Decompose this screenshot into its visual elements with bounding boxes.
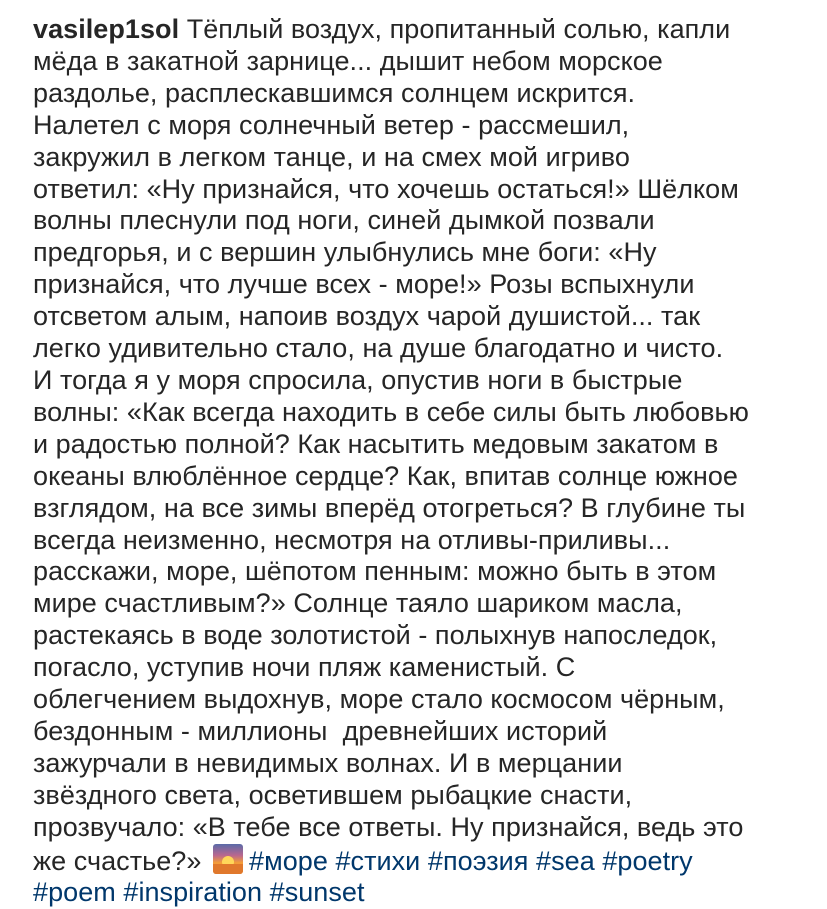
hashtag-link[interactable]: #inspiration (123, 877, 263, 908)
caption-line: всегда неизменно, несмотря на отливы-приливы... (33, 524, 671, 555)
caption-line: раздолье, расплескавшимся солнцем искрится. (33, 77, 636, 108)
caption-line: облегчением выдохнув, море стало космосом чёрным, (33, 684, 725, 715)
hashtag-link[interactable]: #поэзия (427, 845, 529, 876)
caption-line: признайся, что лучше всех - море!» Розы вспыхнули (33, 269, 695, 300)
caption-line: мире счастливым?» Солнце таяло шариком масла, (33, 588, 683, 619)
caption-line: растекаясь в воде золотистой - полыхнув напоследок, (33, 620, 718, 651)
caption-line: волны: «Как всегда находить в себе силы быть любовью (33, 396, 749, 427)
caption-line: Налетел с моря солнечный ветер - рассмешил, (33, 109, 630, 140)
caption-line: и радостью полной? Как насытить медовым закатом в (33, 428, 719, 459)
caption-line: ответил: «Ну признайся, что хочешь остаться!» Шёлком (33, 173, 739, 204)
caption-line: бездонным - миллионы древнейших историй (33, 715, 608, 746)
caption-text: Тёплый воздух, пропитанный солью, капли (179, 14, 731, 44)
caption-line: океаны влюблённое сердце? Как, впитав солнце южное (33, 460, 739, 491)
hashtag-link[interactable]: #стихи (335, 845, 421, 876)
caption-line: зажурчали в невидимых волнах. И в мерцании (33, 747, 623, 778)
caption-text: же счастье?» (33, 845, 202, 876)
caption-line: погасло, уступив ночи пляж каменистый. С (33, 652, 576, 683)
caption-line: И тогда я у моря спросила, опустив ноги в быстрые (33, 364, 683, 395)
caption-line: звёздного света, осветившем рыбацкие снасти, (33, 779, 633, 810)
caption-line: расскажи, море, шёпотом пенным: можно быть в этом (33, 556, 717, 587)
post-caption (33, 14, 823, 909)
caption-line: отсветом алым, напоив воздух чарой душистой... так (33, 301, 701, 332)
caption-line-1 (33, 14, 823, 46)
caption-line: взглядом, на все зимы вперёд отогреться? В глубине ты (33, 492, 746, 523)
caption-line: закружил в легком танце, и на смех мой игриво (33, 141, 630, 172)
caption-line: мёда в закатной зарнице... дышит небом морское (33, 45, 663, 76)
username-link[interactable]: vasilep1sol (33, 14, 180, 44)
hashtag-link[interactable]: #море (249, 845, 328, 876)
sunset-over-sea-icon (213, 844, 243, 874)
caption-line-last (33, 844, 823, 878)
hashtag-link[interactable]: #sea (536, 845, 595, 876)
caption-line: волны плеснули под ноги, синей дымкой позвали (33, 205, 655, 236)
caption-line: предгорья, и с вершин улыбнулись мне боги: «Ну (33, 237, 657, 268)
sea-shape (213, 864, 243, 874)
caption-line: прозвучало: «В тебе все ответы. Ну признайся, ведь это (33, 811, 744, 842)
hashtag-link[interactable]: #sunset (269, 877, 365, 908)
hashtag-link[interactable]: #poem (33, 877, 116, 908)
hashtags-line (33, 877, 823, 909)
caption-line: легко удивительно стало, на душе благодатно и чисто. (33, 333, 724, 364)
hashtag-link[interactable]: #poetry (602, 845, 693, 876)
